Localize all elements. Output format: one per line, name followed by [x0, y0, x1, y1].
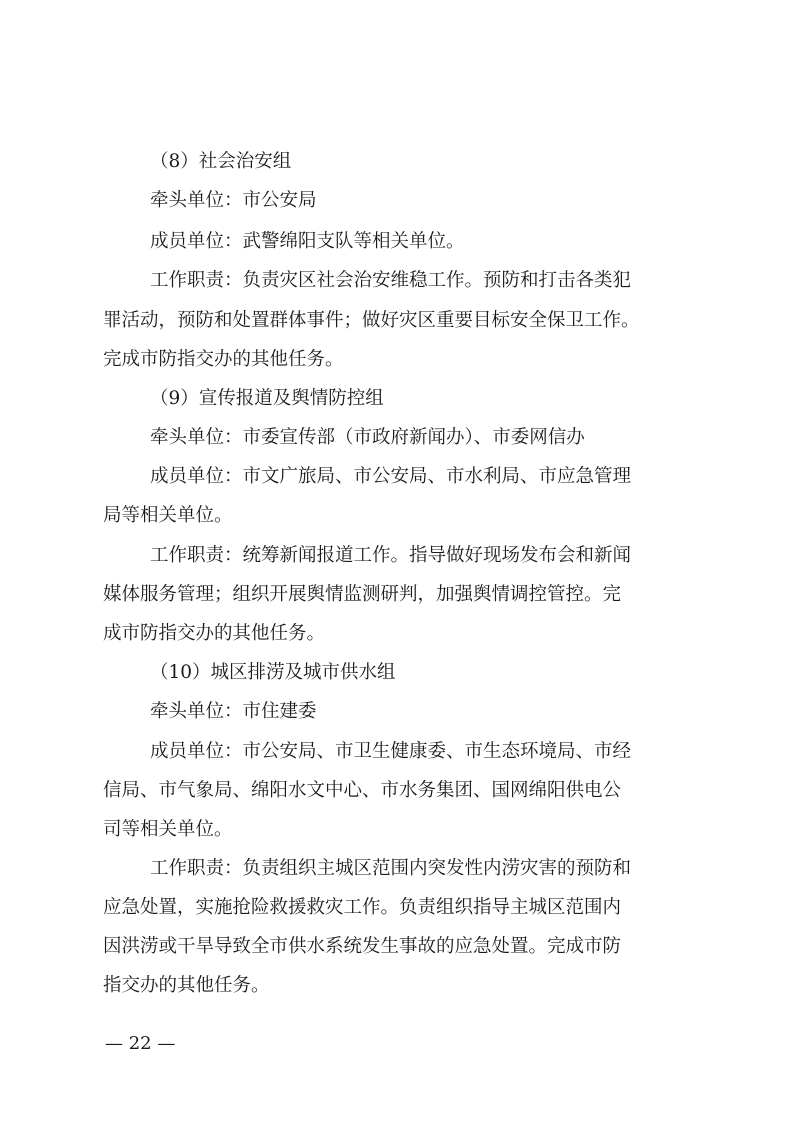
duty-line: 媒体服务管理；组织开展舆情监测研判，加强舆情调控管控。完 — [103, 584, 622, 605]
section-heading-9: （9）宣传报道及舆情防控组 — [150, 388, 384, 409]
lead-unit-line: 牵头单位：市公安局 — [150, 190, 317, 211]
duty-line: 工作职责：统筹新闻报道工作。指导做好现场发布会和新闻 — [150, 545, 632, 566]
member-unit-line: 信局、市气象局、绵阳水文中心、市水务集团、国网绵阳供电公 — [103, 780, 622, 801]
member-unit-line: 司等相关单位。 — [103, 819, 233, 840]
duty-line: 工作职责：负责组织主城区范围内突发性内涝灾害的预防和 — [150, 858, 632, 879]
duty-line: 成市防指交办的其他任务。 — [103, 623, 326, 644]
duty-line: 指交办的其他任务。 — [103, 975, 270, 996]
duty-line: 应急处置，实施抢险救援救灾工作。负责组织指导主城区范围内 — [103, 897, 622, 918]
lead-unit-line: 牵头单位：市委宣传部（市政府新闻办）、市委网信办 — [150, 427, 585, 448]
duty-line: 工作职责：负责灾区社会治安维稳工作。预防和打击各类犯 — [150, 270, 632, 291]
duty-line: 罪活动，预防和处置群体事件；做好灾区重要目标安全保卫工作。 — [103, 310, 640, 331]
section-heading-10: （10）城区排涝及城市供水组 — [150, 662, 396, 683]
member-unit-line: 成员单位：武警绵阳支队等相关单位。 — [150, 231, 465, 252]
duty-line: 因洪涝或干旱导致全市供水系统发生事故的应急处置。完成市防 — [103, 936, 622, 957]
section-heading-8: （8）社会治安组 — [150, 151, 292, 172]
member-unit-line: 成员单位：市公安局、市卫生健康委、市生态环境局、市经 — [150, 741, 632, 762]
member-unit-line: 局等相关单位。 — [103, 505, 233, 526]
lead-unit-line: 牵头单位：市住建委 — [150, 701, 317, 722]
page-number: — 22 — — [105, 1033, 176, 1054]
member-unit-line: 成员单位：市文广旅局、市公安局、市水利局、市应急管理 — [150, 466, 632, 487]
duty-line: 完成市防指交办的其他任务。 — [103, 349, 344, 370]
